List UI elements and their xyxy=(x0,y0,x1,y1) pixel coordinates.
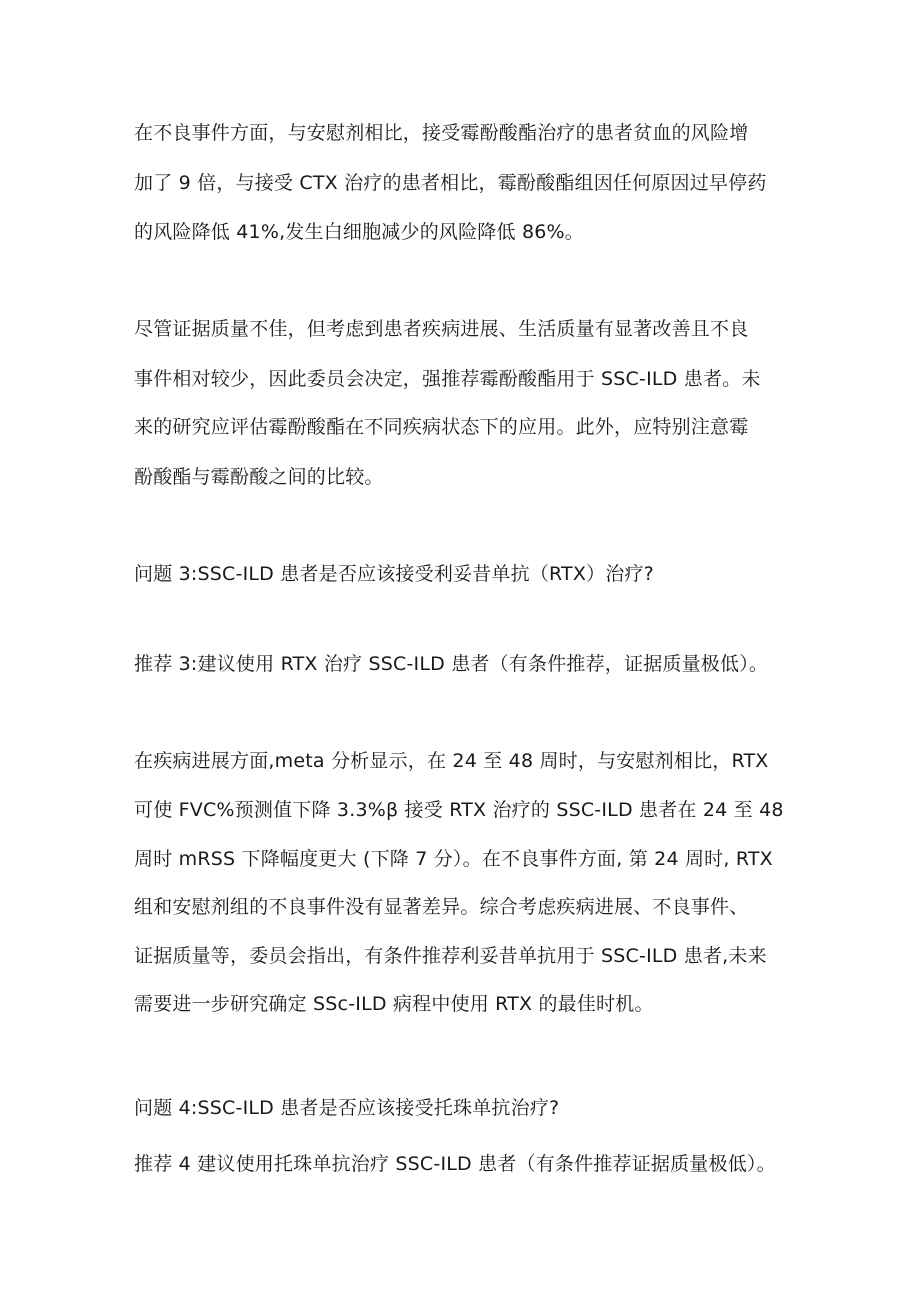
text-line: 推荐 3:建议使用 RTX 治疗 SSC-ILD 患者（有条件推荐，证据质量极低）。 xyxy=(134,653,769,675)
text-line: 在疾病进展方面,meta 分析显示，在 24 至 48 周时，与安慰剂相比，RTX xyxy=(134,750,769,772)
text-line: 加了 9 倍，与接受 CTX 治疗的患者相比，霉酚酸酯组因任何原因过早停药 xyxy=(134,172,767,194)
text-line: 来的研究应评估霉酚酸酯在不同疾病状态下的应用。此外，应特别注意霉 xyxy=(134,416,749,438)
text-line: 事件相对较少，因此委员会决定，强推荐霉酚酸酯用于 SSC-ILD 患者。未 xyxy=(134,368,761,390)
text-line: 在不良事件方面，与安慰剂相比，接受霉酚酸酯治疗的患者贫血的风险增 xyxy=(134,122,749,144)
text-line: 尽管证据质量不佳，但考虑到患者疾病进展、生活质量有显著改善且不良 xyxy=(134,318,749,340)
text-line: 的风险降低 41%,发生白细胞减少的风险降低 86%。 xyxy=(134,221,584,243)
text-line: 推荐 4 建议使用托珠单抗治疗 SSC-ILD 患者（有条件推荐证据质量极低）。 xyxy=(134,1153,776,1175)
text-line: 组和安慰剂组的不良事件没有显著差异。综合考虑疾病进展、不良事件、 xyxy=(134,896,749,918)
text-line: 周时 mRSS 下降幅度更大 (下降 7 分）。在不良事件方面, 第 24 周时, RTX xyxy=(134,848,773,870)
text-line: 问题 4:SSC-ILD 患者是否应该接受托珠单抗治疗? xyxy=(134,1097,560,1119)
text-line: 需要进一步研究确定 SSc-ILD 病程中使用 RTX 的最佳时机。 xyxy=(134,993,654,1015)
text-line: 证据质量等，委员会指出，有条件推荐利妥昔单抗用于 SSC-ILD 患者,未来 xyxy=(134,945,767,967)
text-line: 问题 3:SSC-ILD 患者是否应该接受利妥昔单抗（RTX）治疗? xyxy=(134,563,654,585)
text-line: 酚酸酯与霉酚酸之间的比较。 xyxy=(134,466,384,488)
text-line: 可使 FVC%预测值下降 3.3%β 接受 RTX 治疗的 SSC-ILD 患者在 24 至 48 xyxy=(134,799,784,821)
